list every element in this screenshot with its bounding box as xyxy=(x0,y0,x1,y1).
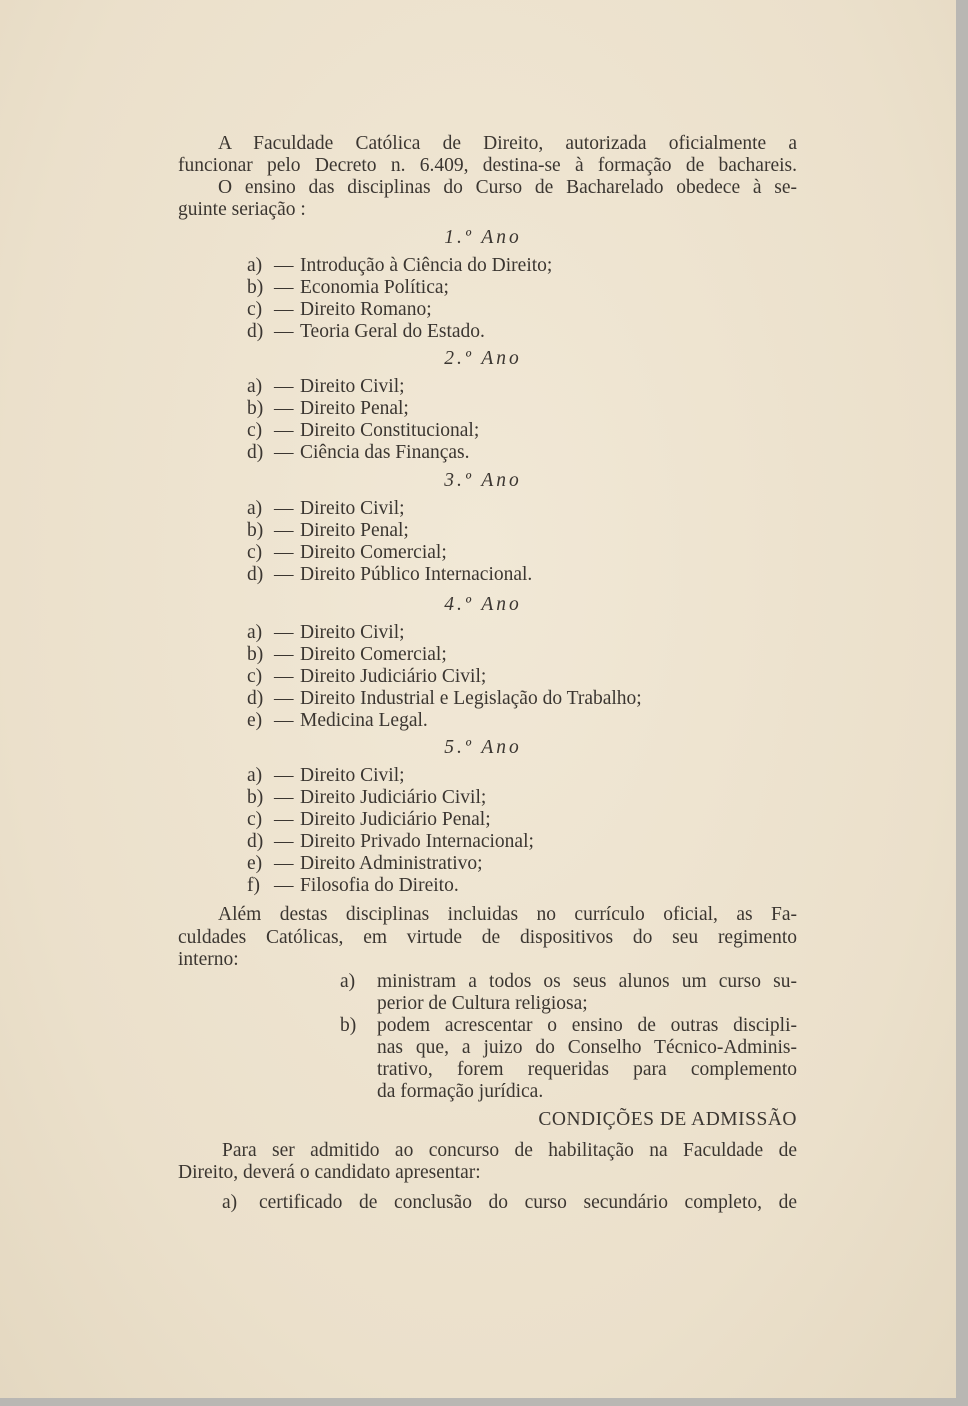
course-item-dash: — xyxy=(274,398,294,419)
course-item: Direito Civil; xyxy=(300,765,405,786)
curriculum-paragraph-line: interno: xyxy=(178,949,239,970)
course-item-label: d) xyxy=(247,831,264,852)
course-item: Direito Judiciário Civil; xyxy=(300,666,487,687)
course-item: Direito Privado Internacional; xyxy=(300,831,534,852)
course-item: Direito Comercial; xyxy=(300,644,447,665)
course-item: Direito Judiciário Civil; xyxy=(300,787,487,808)
course-item-dash: — xyxy=(274,688,294,709)
course-item-label: a) xyxy=(247,498,263,519)
admission-item-label: a) xyxy=(222,1192,238,1213)
course-item-label: b) xyxy=(247,787,264,808)
course-item: Direito Judiciário Penal; xyxy=(300,809,491,830)
curriculum-paragraph-line: culdades Católicas, em virtude de dispositivos do seu regimento xyxy=(178,927,797,948)
intro-paragraph-line: O ensino das disciplinas do Curso de Bacharelado obedece à se- xyxy=(218,177,797,198)
course-item-label: a) xyxy=(247,255,263,276)
extra-item-label: b) xyxy=(340,1015,357,1036)
course-item-label: c) xyxy=(247,809,263,830)
year-heading: 1.º Ano xyxy=(444,227,522,248)
curriculum-paragraph-line: Além destas disciplinas incluidas no currículo oficial, as Fa- xyxy=(218,904,797,925)
course-item-label: c) xyxy=(247,420,263,441)
extra-item-line: podem acrescentar o ensino de outras discipli- xyxy=(377,1015,797,1036)
course-item-dash: — xyxy=(274,853,294,874)
course-item-label: d) xyxy=(247,321,264,342)
extra-item-line: ministram a todos os seus alunos um curso su- xyxy=(377,971,797,992)
section-title: CONDIÇÕES DE ADMISSÃO xyxy=(538,1109,797,1130)
course-item-dash: — xyxy=(274,520,294,541)
course-item: Direito Romano; xyxy=(300,299,432,320)
admission-paragraph-line: Direito, deverá o candidato apresentar: xyxy=(178,1162,481,1183)
course-item-dash: — xyxy=(274,875,294,896)
course-item-dash: — xyxy=(274,564,294,585)
course-item-dash: — xyxy=(274,321,294,342)
course-item-dash: — xyxy=(274,376,294,397)
intro-paragraph-line: guinte seriação : xyxy=(178,199,306,220)
course-item: Direito Penal; xyxy=(300,520,409,541)
course-item: Medicina Legal. xyxy=(300,710,428,731)
course-item-dash: — xyxy=(274,299,294,320)
course-item-dash: — xyxy=(274,255,294,276)
course-item-label: c) xyxy=(247,299,263,320)
course-item-dash: — xyxy=(274,787,294,808)
course-item-dash: — xyxy=(274,542,294,563)
extra-item-line: trativo, forem requeridas para complemento xyxy=(377,1059,797,1080)
course-item: Filosofia do Direito. xyxy=(300,875,459,896)
course-item-label: e) xyxy=(247,710,263,731)
course-item-dash: — xyxy=(274,644,294,665)
course-item-label: c) xyxy=(247,666,263,687)
course-item-label: b) xyxy=(247,520,264,541)
course-item-dash: — xyxy=(274,710,294,731)
course-item-dash: — xyxy=(274,666,294,687)
course-item: Direito Penal; xyxy=(300,398,409,419)
course-item-label: d) xyxy=(247,442,264,463)
course-item: Ciência das Finanças. xyxy=(300,442,470,463)
course-item: Direito Administrativo; xyxy=(300,853,483,874)
course-item: Direito Constitucional; xyxy=(300,420,480,441)
course-item-dash: — xyxy=(274,277,294,298)
course-item-dash: — xyxy=(274,765,294,786)
extra-item-line: da formação jurídica. xyxy=(377,1081,544,1102)
course-item: Economia Política; xyxy=(300,277,449,298)
course-item-dash: — xyxy=(274,831,294,852)
admission-paragraph-line: Para ser admitido ao concurso de habilitação na Faculdade de xyxy=(222,1140,797,1161)
course-item-label: b) xyxy=(247,398,264,419)
course-item: Direito Industrial e Legislação do Trabalho; xyxy=(300,688,642,709)
year-heading: 2.º Ano xyxy=(444,348,522,369)
course-item-dash: — xyxy=(274,809,294,830)
course-item: Direito Civil; xyxy=(300,498,405,519)
course-item-label: b) xyxy=(247,644,264,665)
course-item: Direito Civil; xyxy=(300,376,405,397)
course-item-label: d) xyxy=(247,688,264,709)
course-item: Direito Público Internacional. xyxy=(300,564,533,585)
admission-item: certificado de conclusão do curso secundário completo, de xyxy=(259,1192,797,1213)
course-item-dash: — xyxy=(274,442,294,463)
course-item-label: e) xyxy=(247,853,263,874)
extra-item-line: nas que, a juizo do Conselho Técnico-Adminis- xyxy=(377,1037,797,1058)
intro-paragraph-line: funcionar pelo Decreto n. 6.409, destina-se à formação de bachareis. xyxy=(178,155,797,176)
course-item: Direito Comercial; xyxy=(300,542,447,563)
course-item-label: d) xyxy=(247,564,264,585)
course-item-label: a) xyxy=(247,622,263,643)
course-item-label: b) xyxy=(247,277,264,298)
extra-item-label: a) xyxy=(340,971,356,992)
course-item: Introdução à Ciência do Direito; xyxy=(300,255,553,276)
course-item-label: a) xyxy=(247,376,263,397)
course-item-label: f) xyxy=(247,875,260,896)
course-item-label: a) xyxy=(247,765,263,786)
course-item: Teoria Geral do Estado. xyxy=(300,321,485,342)
course-item-dash: — xyxy=(274,420,294,441)
course-item-label: c) xyxy=(247,542,263,563)
course-item-dash: — xyxy=(274,498,294,519)
intro-paragraph-line: A Faculdade Católica de Direito, autorizada oficialmente a xyxy=(218,133,797,154)
extra-item-line: perior de Cultura religiosa; xyxy=(377,993,588,1014)
course-item-dash: — xyxy=(274,622,294,643)
year-heading: 5.º Ano xyxy=(444,737,522,758)
year-heading: 4.º Ano xyxy=(444,594,522,615)
year-heading: 3.º Ano xyxy=(444,470,522,491)
course-item: Direito Civil; xyxy=(300,622,405,643)
